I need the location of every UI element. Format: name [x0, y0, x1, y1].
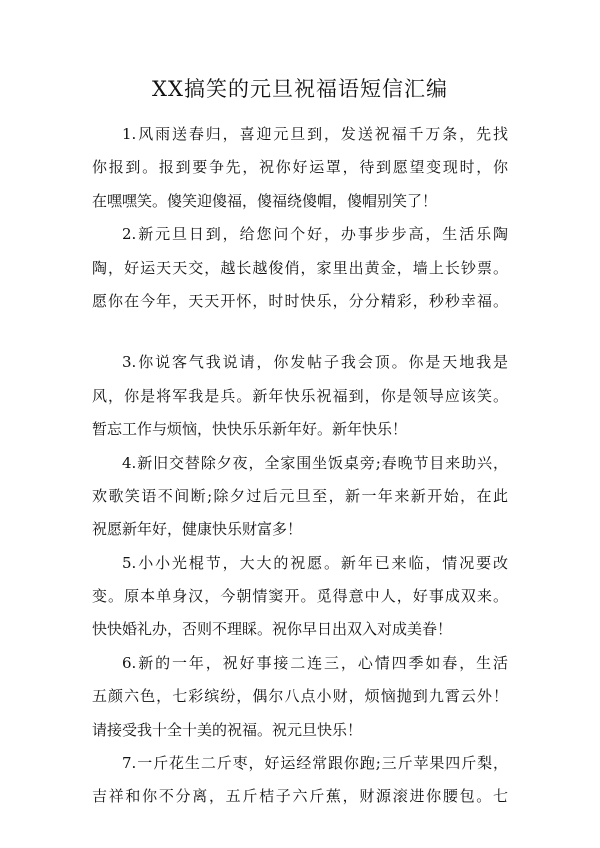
document-title: XX搞笑的元旦祝福语短信汇编: [152, 77, 448, 101]
paragraph-line: 4.新旧交替除夕夜，全家围坐饭桌旁;春晚节目来助兴，: [122, 453, 508, 472]
paragraph-line: 五颜六色，七彩缤纷，偶尔八点小财，烦恼抛到九霄云外！: [92, 687, 508, 706]
paragraph-line: 风，你是将军我是兵。新年快乐祝福到，你是领导应该笑。: [92, 386, 508, 405]
paragraph-gap: [92, 318, 508, 346]
paragraph-line: 3.你说客气我说请，你发帖子我会顶。你是天地我是: [122, 353, 508, 372]
paragraph-line: 陶，好运天天交，越长越俊俏，家里出黄金，墙上长钞票。: [92, 258, 508, 277]
paragraph-line: 2.新元旦日到，给您问个好，办事步步高，生活乐陶: [122, 225, 508, 244]
paragraph-line: 暂忘工作与烦恼，快快乐乐新年好。新年快乐！: [92, 420, 408, 439]
paragraph-line: 6.新的一年，祝好事接二连三，心情四季如春，生活: [122, 653, 508, 672]
paragraph-6: [92, 647, 508, 747]
paragraph-line: 吉祥和你不分离，五斤桔子六斤蕉，财源滚进你腰包。七: [92, 787, 508, 806]
paragraph-line: 7.一斤花生二斤枣，好运经常跟你跑;三斤苹果四斤梨，: [122, 754, 508, 773]
paragraph-line: 祝愿新年好，健康快乐财富多！: [92, 520, 303, 539]
paragraph-5: [92, 547, 508, 647]
paragraph-1: [92, 118, 508, 218]
paragraph-line: 请接受我十全十美的祝福。祝元旦快乐！: [92, 720, 363, 739]
paragraph-2: [92, 218, 508, 318]
paragraph-3: [92, 346, 508, 446]
paragraph-4: [92, 447, 508, 547]
paragraph-line: 5.小小光棍节，大大的祝愿。新年已来临，情况要改: [122, 553, 508, 572]
paragraph-line: 在嘿嘿笑。傻笑迎傻福，傻福绕傻帽，傻帽别笑了！: [92, 191, 438, 210]
paragraph-line: 你报到。报到要争先，祝你好运罩，待到愿望变现时，你: [92, 158, 508, 177]
paragraph-line: 变。原本单身汉，今朝情窦开。觅得意中人，好事成双来。: [92, 587, 508, 606]
paragraph-line: 愿你在今年，天天开怀，时时快乐，分分精彩，秒秒幸福。: [92, 291, 508, 310]
paragraph-line: 快快婚礼办，否则不理睬。祝你早日出双入对成美眷！: [92, 620, 453, 639]
paragraph-line: 欢歌笑语不间断;除夕过后元旦至，新一年来新开始，在此: [92, 486, 508, 505]
paragraph-line: 1.风雨送春归，喜迎元旦到，发送祝福千万条，先找: [122, 125, 508, 143]
document-body: [92, 118, 508, 814]
paragraph-7: [92, 747, 508, 814]
